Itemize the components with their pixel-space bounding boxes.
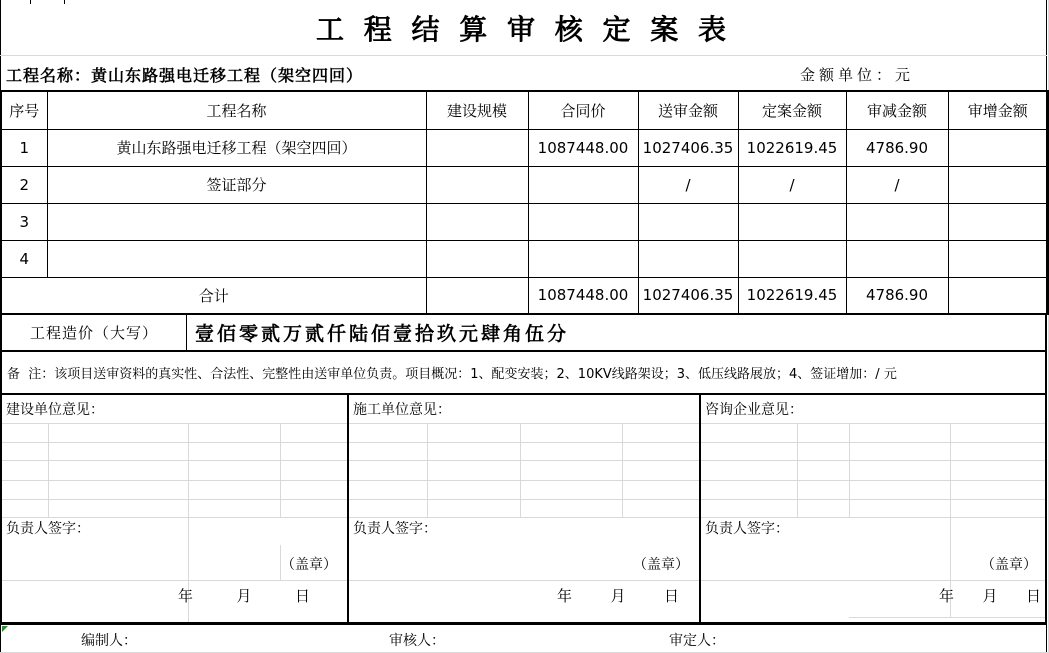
day-label: 日 xyxy=(294,587,310,605)
cell-seq: 1 xyxy=(1,129,47,166)
cell-project-name xyxy=(47,240,426,277)
opinions-section xyxy=(0,395,1047,625)
table-header-row xyxy=(1,91,1048,129)
amount-in-words-value: 壹佰零贰万贰仟陆佰壹拾玖元肆角伍分 xyxy=(195,322,570,345)
preparer-label: 编制人： xyxy=(81,633,137,649)
total-increased-amount xyxy=(948,277,1048,314)
month-label: 月 xyxy=(982,587,998,605)
cell-flag-triangle-icon xyxy=(2,626,8,632)
col-header-finalized-amount: 定案金额 xyxy=(738,91,846,129)
total-submitted-amount: 1027406.35 xyxy=(638,277,738,314)
cell-finalized-amount xyxy=(738,240,846,277)
cell-finalized-amount xyxy=(738,203,846,240)
remark-row: 备 注：该项目送审资料的真实性、合法性、完整性由送审单位负责。项目概况：1、配变安装；2、10KV线路架设；3、低压线路展放；4、签证增加：/ 元 xyxy=(0,352,1047,395)
col-header-reduced-amount: 审减金额 xyxy=(846,91,948,129)
cell-increased-amount xyxy=(948,129,1048,166)
cell-project-name: 黄山东路强电迁移工程（架空四回） xyxy=(47,129,426,166)
col-header-contract-price: 合同价 xyxy=(528,91,638,129)
day-label: 日 xyxy=(1025,587,1041,605)
reviewer-label: 审核人： xyxy=(389,633,445,649)
col-header-project: 工程名称 xyxy=(47,91,426,129)
footer-row xyxy=(0,625,1047,652)
contractor-opinion-section xyxy=(349,395,699,622)
grid-tick xyxy=(64,0,65,4)
cell-increased-amount xyxy=(948,203,1048,240)
cell-reduced-amount: / xyxy=(846,166,948,203)
contractor-date-row xyxy=(557,585,679,606)
col-header-submitted-amount: 送审金额 xyxy=(638,91,738,129)
day-label: 日 xyxy=(663,587,679,605)
total-finalized-amount: 1022619.45 xyxy=(738,277,846,314)
cell-seq: 3 xyxy=(1,203,47,240)
cell-project-name xyxy=(47,203,426,240)
amount-in-words-row xyxy=(0,314,1047,352)
cell-contract-price xyxy=(528,240,638,277)
cell-reduced-amount xyxy=(846,240,948,277)
owner-date-row xyxy=(178,585,310,606)
page-title: 工 程 结 算 审 核 定 案 表 xyxy=(316,13,731,46)
owner-opinion-section xyxy=(2,395,347,622)
month-label: 月 xyxy=(236,587,252,605)
contractor-sign-label: 负责人签字： xyxy=(353,521,437,537)
cell-submitted-amount xyxy=(638,240,738,277)
title-underline xyxy=(0,55,1047,56)
cell-seq: 4 xyxy=(1,240,47,277)
cell-scale xyxy=(426,129,528,166)
amount-unit-label: 金额单位：元 xyxy=(800,66,915,84)
col-header-increased-amount: 审增金额 xyxy=(948,91,1048,129)
col-header-seq: 序号 xyxy=(1,91,47,129)
cell-scale xyxy=(426,166,528,203)
consultant-sign-label: 负责人签字： xyxy=(705,521,789,537)
cell-contract-price: 1087448.00 xyxy=(528,129,638,166)
cell-submitted-amount: 1027406.35 xyxy=(638,129,738,166)
year-label: 年 xyxy=(939,587,955,605)
amount-in-words-label: 工程造价（大写） xyxy=(2,314,187,350)
cell-increased-amount xyxy=(948,166,1048,203)
contractor-seal-label: （盖章） xyxy=(633,557,689,573)
table-row xyxy=(1,240,1048,277)
owner-opinion-label: 建设单位意见： xyxy=(6,402,104,418)
table-row xyxy=(1,129,1048,166)
cell-reduced-amount: 4786.90 xyxy=(846,129,948,166)
cell-submitted-amount xyxy=(638,203,738,240)
col-header-scale: 建设规模 xyxy=(426,91,528,129)
approver-label: 审定人： xyxy=(669,633,725,649)
cell-scale xyxy=(426,203,528,240)
cell-finalized-amount: 1022619.45 xyxy=(738,129,846,166)
cell-reduced-amount xyxy=(846,203,948,240)
total-row xyxy=(1,277,1048,314)
consultant-seal-label: （盖章） xyxy=(981,557,1037,573)
table-row xyxy=(1,203,1048,240)
year-label: 年 xyxy=(557,587,573,605)
consultant-date-row xyxy=(939,585,1041,606)
cell-submitted-amount: / xyxy=(638,166,738,203)
month-label: 月 xyxy=(610,587,626,605)
cell-finalized-amount: / xyxy=(738,166,846,203)
grid-tick xyxy=(30,0,31,4)
cell-contract-price xyxy=(528,203,638,240)
cell-contract-price xyxy=(528,166,638,203)
consultant-opinion-label: 咨询企业意见： xyxy=(705,402,803,418)
cell-project-name: 签证部分 xyxy=(47,166,426,203)
year-label: 年 xyxy=(178,587,194,605)
cell-increased-amount xyxy=(948,240,1048,277)
total-contract-price: 1087448.00 xyxy=(528,277,638,314)
settlement-table xyxy=(0,90,1049,315)
table-row xyxy=(1,166,1048,203)
total-label: 合计 xyxy=(1,277,426,314)
total-scale xyxy=(426,277,528,314)
cell-scale xyxy=(426,240,528,277)
cell-seq: 2 xyxy=(1,166,47,203)
total-reduced-amount: 4786.90 xyxy=(846,277,948,314)
owner-seal-label: （盖章） xyxy=(281,557,337,573)
contractor-opinion-label: 施工单位意见： xyxy=(353,402,451,418)
project-name-label: 工程名称：黄山东路强电迁移工程（架空四回） xyxy=(6,66,364,85)
owner-sign-label: 负责人签字： xyxy=(6,521,90,537)
consultant-opinion-section xyxy=(701,395,1047,622)
